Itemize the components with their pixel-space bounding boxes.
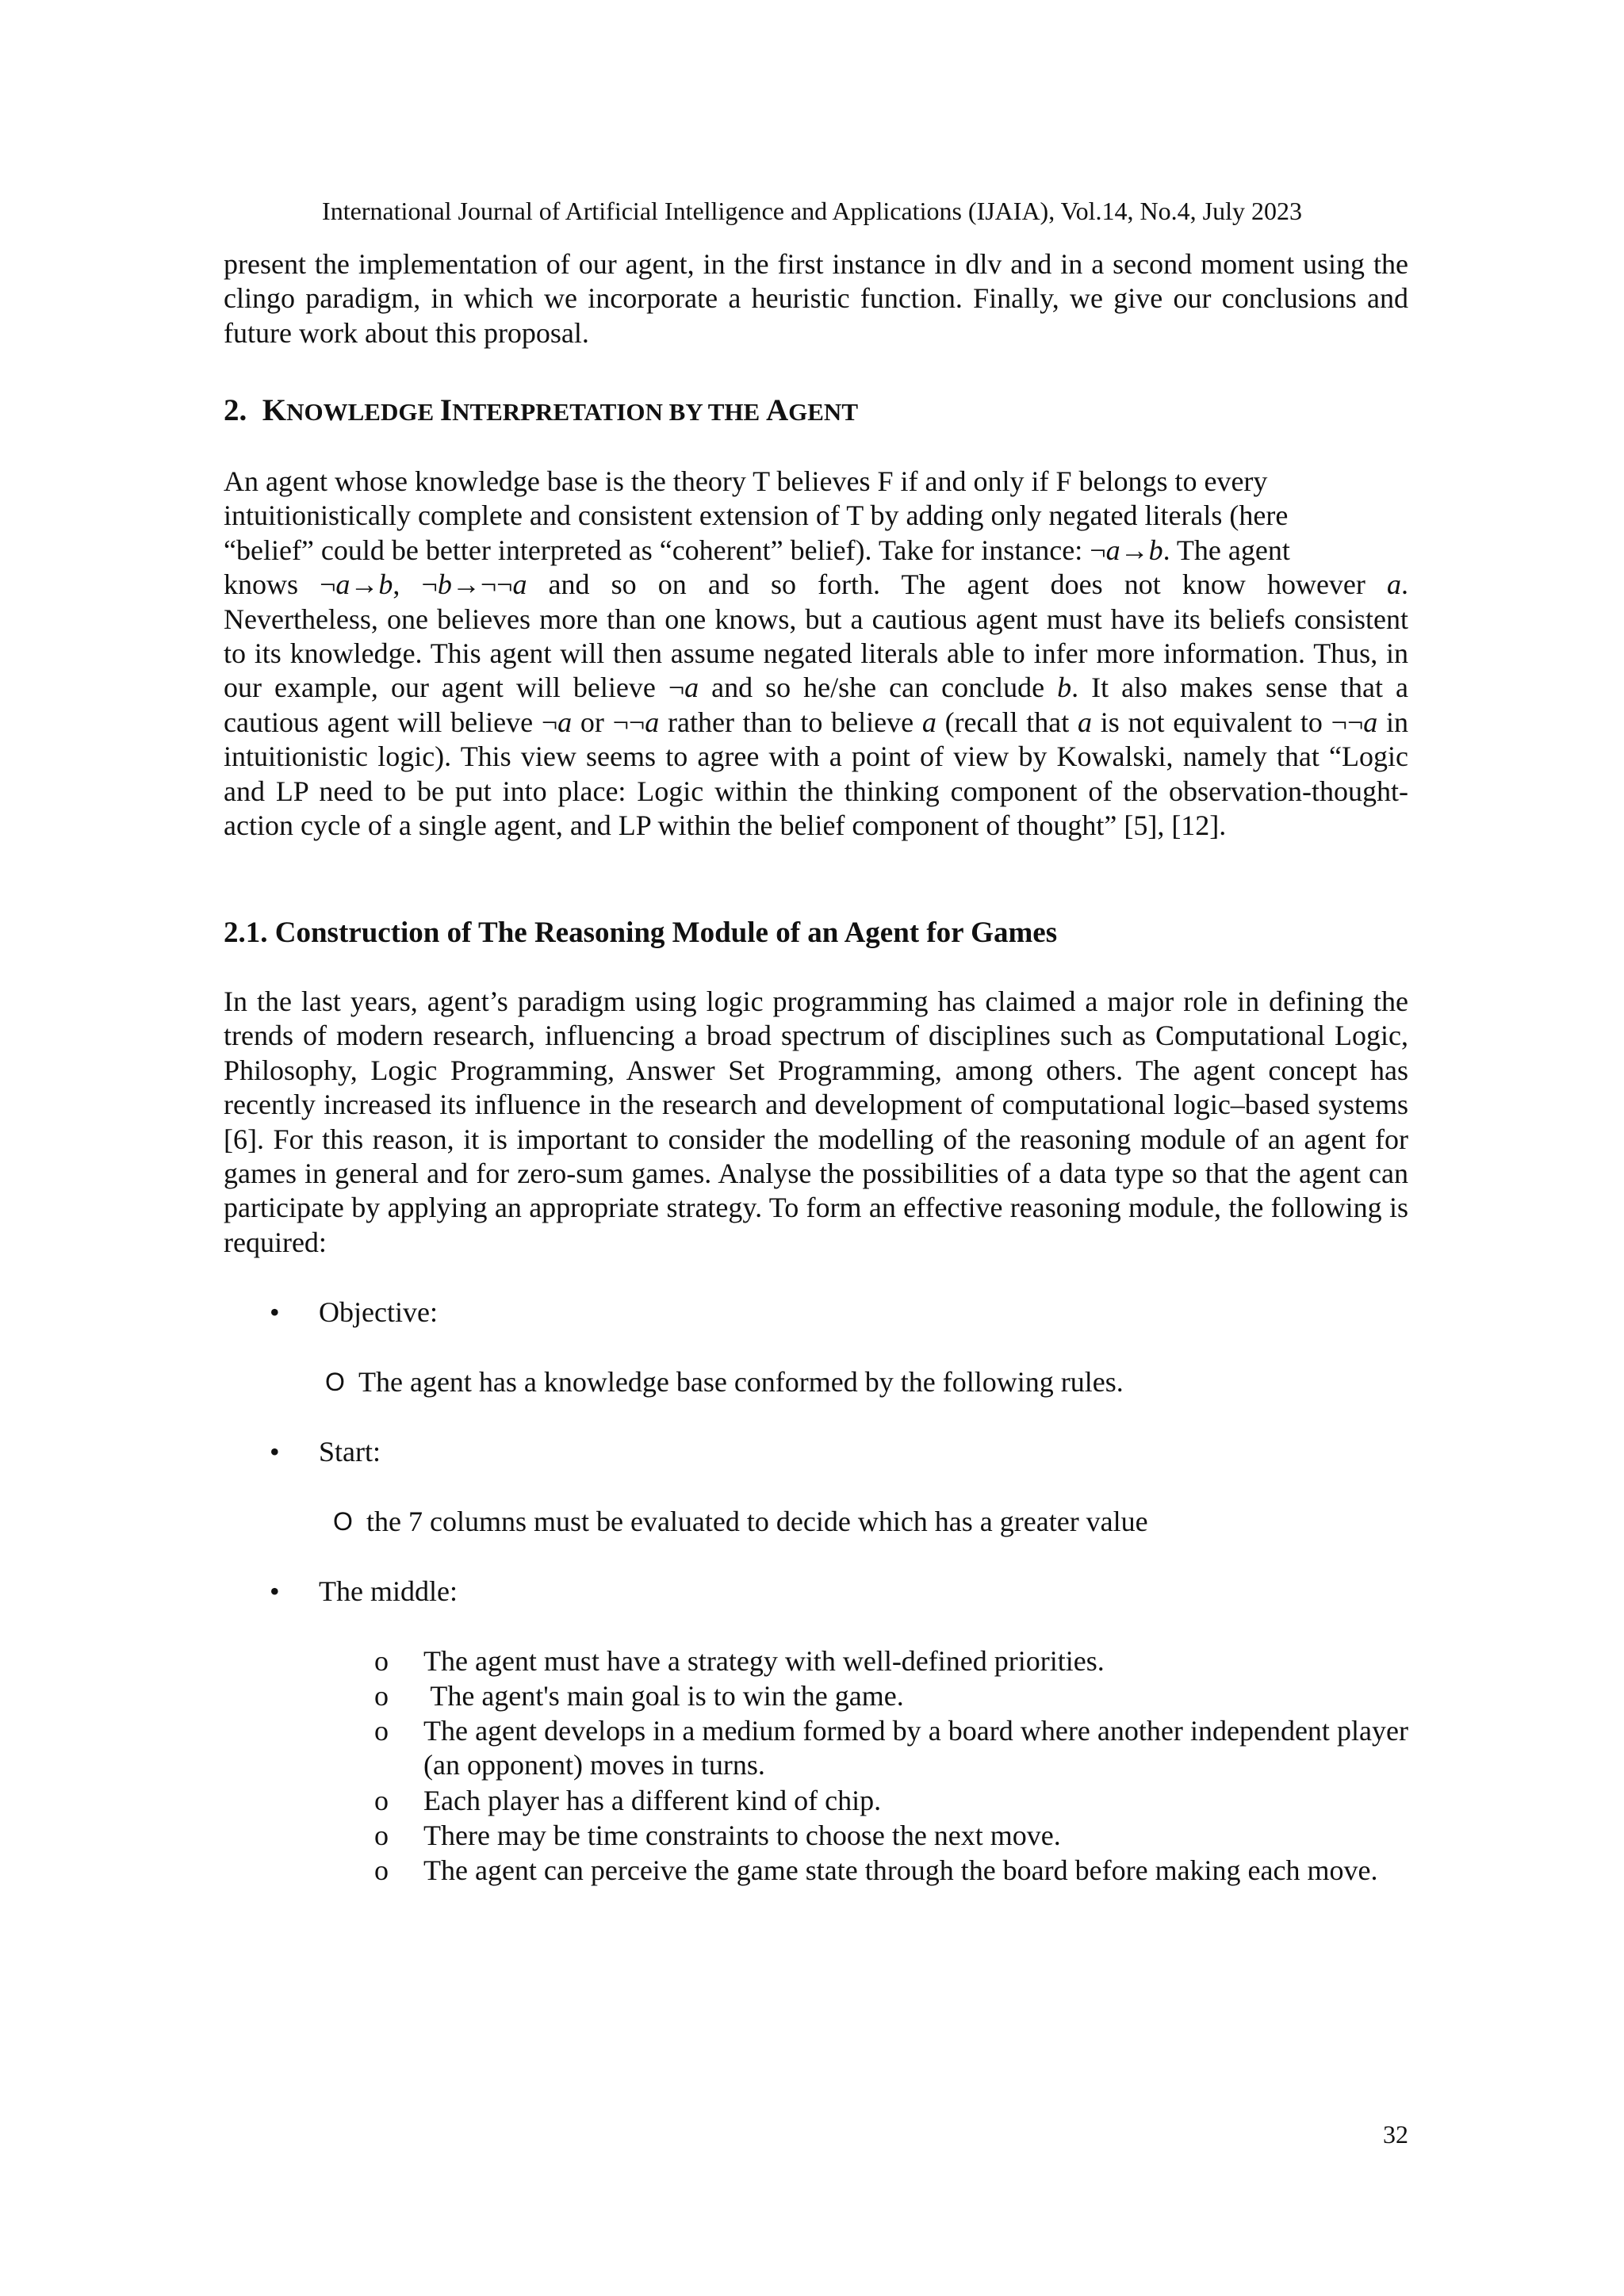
list-item-text: There may be time constraints to choose the next move. xyxy=(423,1820,1061,1851)
intro-paragraph: present the implementation of our agent, in the first instance in dlv and in a second moment using the clingo paradigm, in which we incorporate a heuristic function. Finally, we give our conclusions and future work about this proposal. xyxy=(224,248,1408,349)
list-marker: o xyxy=(374,1820,389,1851)
section-2-heading: 2. KNOWLEDGE INTERPRETATION BY THE AGENT xyxy=(224,393,858,427)
bullet-marker: • xyxy=(270,1436,280,1468)
list-marker: o xyxy=(374,1645,389,1677)
sub-text: The agent has a knowledge base conformed by the following rules. xyxy=(358,1366,1124,1398)
list-item-text: The agent can perceive the game state through the board before making each move. xyxy=(423,1854,1378,1886)
list-marker: o xyxy=(374,1715,389,1747)
sub-text: the 7 columns must be evaluated to decide which has a greater value xyxy=(366,1506,1148,1537)
bullet-label: Start: xyxy=(319,1436,381,1468)
list-marker: o xyxy=(374,1785,389,1816)
list-item-text: The agent's main goal is to win the game. xyxy=(423,1680,904,1712)
para-line-1: An agent whose knowledge base is the theory T believes F if and only if F belongs to every xyxy=(224,465,1268,497)
list-item-text: The agent develops in a medium formed by a board where another independent player (an opponent) moves in turns. xyxy=(423,1715,1408,1781)
para-line-4: knows ¬a→b, ¬b→¬¬a and so on and so forth. The agent does not know however a. xyxy=(224,568,1408,601)
running-header: International Journal of Artificial Intelligence and Applications (IJAIA), Vol.14, No.4, July 2023 xyxy=(322,197,1302,225)
middle-item-3 xyxy=(374,1714,1408,1784)
middle-item-5 xyxy=(374,1819,1408,1854)
list-marker: o xyxy=(374,1680,389,1712)
bullet-label: Objective: xyxy=(319,1296,438,1328)
middle-item-4 xyxy=(374,1784,1408,1819)
para-line-3: “belief” could be better interpreted as “coherent” belief). Take for instance: ¬a→b. The agent xyxy=(224,534,1290,566)
sub-marker: O xyxy=(333,1507,353,1536)
page-number: 32 xyxy=(1383,2120,1408,2149)
para-rest: Nevertheless, one believes more than one knows, but a cautious agent must have its beliefs consistent to its knowledge. This agent will then assume negated literals able to infer more information. Thus, in our example, our agent will believe ¬a and so he/she can conclude b. It also makes sense that a cautious agent will believe ¬a or ¬¬a rather than to believe a (recall that a is not equivalent to ¬¬a in intuitionistic logic). This view seems to agree with a point of view by Kowalski, namely that “Logic and LP need to be put into place: Logic within the thinking component of the observation-thought-action cycle of a single agent, and LP within the belief component of thought” [5], [12]. xyxy=(224,603,1409,842)
list-item-text: Each player has a different kind of chip. xyxy=(423,1785,882,1816)
middle-item-2 xyxy=(374,1679,1408,1714)
para-line-2: intuitionistically complete and consistent extension of T by adding only negated literals (here xyxy=(224,499,1289,532)
bullet-marker: • xyxy=(270,1575,280,1607)
section-2-paragraph xyxy=(224,465,1408,843)
middle-item-1 xyxy=(374,1644,1408,1679)
sub-marker: O xyxy=(325,1368,345,1396)
list-item-text: The agent must have a strategy with well-defined priorities. xyxy=(423,1645,1105,1677)
bullet-label: The middle: xyxy=(319,1575,458,1607)
middle-item-6 xyxy=(374,1854,1408,1923)
section-number: 2. xyxy=(224,393,247,427)
subsection-paragraph: In the last years, agent’s paradigm using logic programming has claimed a major role in defining the trends of modern research, influencing a broad spectrum of disciplines such as Computational Logic, Philosophy, Logic Programming, Answer Set Programming, among others. The agent concept has recently increased its influence in the research and development of computational logic–based systems [6]. For this reason, it is important to consider the modelling of the reasoning module of an agent for games in general and for zero-sum games. Analyse the possibilities of a data type so that the agent can participate by applying an appropriate strategy. To form an effective reasoning module, the following is required: xyxy=(224,985,1408,1258)
subsection-heading: 2.1. Construction of The Reasoning Module of an Agent for Games xyxy=(224,916,1058,949)
bullet-marker: • xyxy=(270,1296,280,1328)
list-marker: o xyxy=(374,1854,389,1886)
